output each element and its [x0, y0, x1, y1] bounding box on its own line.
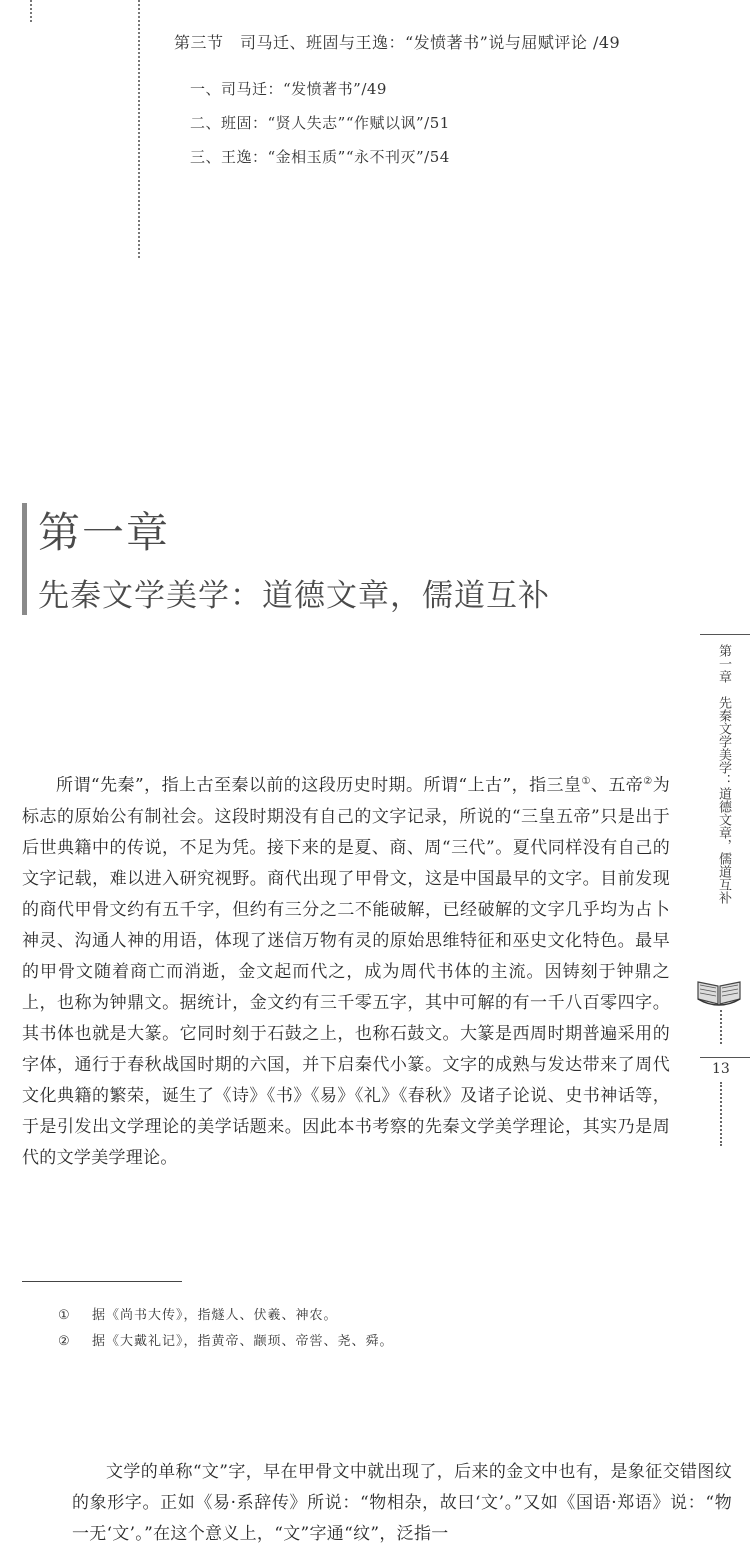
paragraph-text: 为标志的原始公有制社会。这段时期没有自己的文字记录，所说的“三皇五帝”只是出于后世典籍中的传说，不足为凭。接下来的是夏、商、周“三代”。夏代同样没有自己的文字记载，难以进入研究视野。商代出现了甲骨文，这是中国最早的文字。目前发现的商代甲骨文约有五千字，但约有三分之二不能破解，已经破解的文字几乎均为占卜神灵、沟通人神的用语，体现了迷信万物有灵的原始思维特征和巫史文化特色。最早的甲骨文随着商亡而消逝，金文起而代之，成为周代书体的主流。因铸刻于钟鼎之上，也称为钟鼎文。据统计，金文约有三千零五字，其中可解的有一千八百零四字。其书体也就是大篆。它同时刻于石鼓之上，也称石鼓文。大篆是西周时期普遍采用的字体，通行于春秋战国时期的六国，并下启秦代小篆。文字的成熟与发达带来了周代文化典籍的繁荣，诞生了《诗》《书》《易》《礼》《春秋》及诸子论说、史书神话等，于是引发出文学理论的美学话题来。因此本书考察的先秦文学美学理论，其实乃是周代的文学美学理论。 [22, 775, 671, 1168]
footnote-divider [22, 1281, 182, 1282]
body-paragraph [22, 766, 670, 1174]
footnote [58, 1330, 394, 1349]
toc-item: 三、王逸：“金相玉质”“永不刊灭”/54 [190, 148, 450, 166]
chapter-title: 先秦文学美学：道德文章，儒道互补 [38, 578, 550, 614]
side-dotted-guide-lower [720, 1082, 722, 1146]
side-header-rule [700, 634, 750, 635]
chapter-number: 第一章 [38, 508, 171, 557]
toc-item: 二、班固：“贤人失志”“作赋以讽”/51 [190, 114, 450, 132]
toc-section-entry: 第三节 司马迁、班固与王逸：“发愤著书”说与屈赋评论 /49 [174, 33, 621, 52]
toc-item: 一、司马迁：“发愤著书”/49 [190, 80, 387, 98]
page-number-rule [700, 1057, 750, 1058]
footnote-ref[interactable]: ② [643, 776, 653, 787]
open-book-icon [696, 972, 742, 1008]
footnote-text: 据《尚书大传》，指燧人、伏羲、神农。 [92, 1308, 338, 1323]
page-number: 13 [712, 1061, 730, 1077]
footnote-text: 据《大戴礼记》，指黄帝、颛顼、帝喾、尧、舜。 [92, 1334, 394, 1349]
footnote-mark: ② [58, 1334, 71, 1349]
running-header: 第一章 先秦文学美学：道德文章，儒道互补 [716, 644, 731, 904]
toc-dotted-guide [138, 0, 140, 258]
body-paragraph: 文学的单称“文”字，早在甲骨文中就出现了，后来的金文中也有，是象征交错图纹的象形字。正如《易·系辞传》所说：“物相杂，故曰‘文’。”又如《国语·郑语》说：“物一无‘文’。”在这个意义上，“文”字通“纹”，泛指一 [72, 1462, 732, 1544]
paragraph-text: 所谓“先秦”，指上古至秦以前的这段历史时期。所谓“上古”，指三皇 [56, 775, 582, 796]
paragraph-text: 、五帝 [590, 775, 644, 796]
top-left-dotted-guide [30, 0, 32, 22]
side-dotted-guide [720, 1010, 722, 1044]
footnote [58, 1304, 338, 1323]
chapter-accent-bar [22, 503, 27, 615]
footnote-mark: ① [58, 1308, 71, 1323]
footnote-ref[interactable]: ① [581, 776, 591, 787]
